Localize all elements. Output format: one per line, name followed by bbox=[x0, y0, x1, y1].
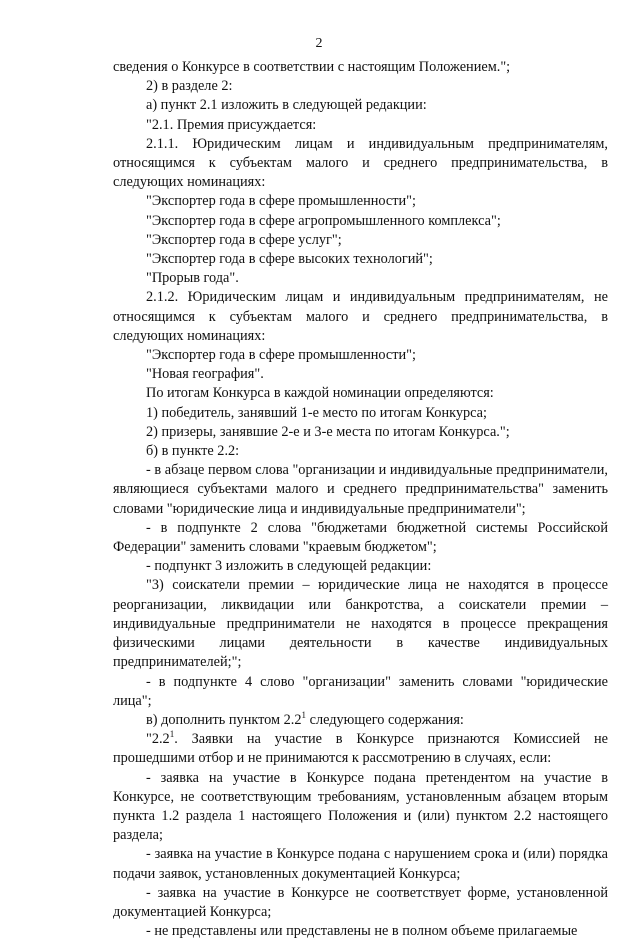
paragraph: "Экспортер года в сфере услуг"; bbox=[146, 231, 342, 248]
paragraph: 2) в разделе 2: bbox=[146, 78, 233, 95]
paragraph: "Экспортер года в сфере высоких технологий"; bbox=[146, 251, 433, 268]
paragraph: "Прорыв года". bbox=[146, 270, 239, 287]
paragraph-text: следующего содержания: bbox=[306, 711, 464, 728]
paragraph: - не представлены или представлены не в полном объеме прилагаемые bbox=[146, 923, 578, 940]
superscript: 1 bbox=[301, 710, 307, 721]
paragraph-text: . Заявки на участие в Конкурсе признаются Комиссией не прошедшими отбор и не принимаются к рассмотрению в случаях, если: bbox=[113, 731, 608, 767]
paragraph: - заявка на участие в Конкурсе подана претендентом на участие в Конкурсе, не соответствующим требованиям, установленным абзацем вторым пункта 1.2 раздела 1 настоящего Положения и (или) пунктом 2.2 настоящего раздела; bbox=[113, 769, 608, 844]
paragraph: - подпункт 3 изложить в следующей редакции: bbox=[146, 558, 432, 575]
paragraph bbox=[113, 711, 608, 730]
paragraph: а) пункт 2.1 изложить в следующей редакции: bbox=[146, 97, 427, 114]
paragraph: - в подпункте 4 слово "организации" заменить словами "юридические лица"; bbox=[113, 673, 608, 709]
paragraph: - в абзаце первом слова "организации и индивидуальные предприниматели, являющиеся субъектами малого и среднего предпринимательства" заменить словами "юридические лица и индивидуальные предприниматели"; bbox=[113, 462, 608, 517]
paragraph-text: в) дополнить пунктом 2.2 bbox=[146, 711, 302, 728]
paragraph: По итогам Конкурса в каждой номинации определяются: bbox=[146, 385, 494, 402]
paragraph: "Экспортер года в сфере промышленности"; bbox=[146, 193, 416, 210]
paragraph: сведения о Конкурсе в соответствии с настоящим Положением."; bbox=[113, 59, 511, 75]
paragraph: 2) призеры, занявшие 2-е и 3-е места по итогам Конкурса."; bbox=[146, 423, 510, 440]
paragraph bbox=[113, 730, 608, 768]
paragraph: "Экспортер года в сфере промышленности"; bbox=[146, 347, 416, 364]
paragraph: - в подпункте 2 слова "бюджетами бюджетной системы Российской Федерации" заменить словами "краевым бюджетом"; bbox=[113, 519, 608, 556]
paragraph: 2.1.1. Юридическим лицам и индивидуальным предпринимателям, относящимся к субъектам малого и среднего предпринимательства, в следующих номинациях: bbox=[113, 135, 608, 191]
document-body bbox=[113, 58, 608, 941]
paragraph: б) в пункте 2.2: bbox=[146, 443, 240, 460]
superscript: 1 bbox=[169, 729, 175, 740]
paragraph: - заявка на участие в Конкурсе не соответствует форме, установленной документацией Конкурса; bbox=[113, 884, 608, 920]
paragraph: "Экспортер года в сфере агропромышленного комплекса"; bbox=[146, 212, 501, 229]
paragraph: "2.1. Премия присуждается: bbox=[146, 116, 317, 133]
paragraph: - заявка на участие в Конкурсе подана с нарушением срока и (или) порядка подачи заявок, установленных документацией Конкурса; bbox=[113, 846, 608, 882]
paragraph: "3) соискатели премии – юридические лица не находятся в процессе реорганизации, ликвидации или банкротства, а соискатели премии – индивидуальные предприниматели не находятся в процессе прекращения физическими лицами деятельности в качестве индивидуальных предпринимателей;"; bbox=[113, 577, 608, 671]
paragraph: "Новая география". bbox=[146, 366, 264, 383]
paragraph-text: "2.2 bbox=[146, 731, 170, 748]
paragraph: 2.1.2. Юридическим лицам и индивидуальным предпринимателям, не относящимся к субъектам малого и среднего предпринимательства, в следующих номинациях: bbox=[113, 289, 608, 344]
page-number: 2 bbox=[315, 36, 323, 51]
paragraph: 1) победитель, занявший 1-е место по итогам Конкурса; bbox=[146, 404, 487, 421]
